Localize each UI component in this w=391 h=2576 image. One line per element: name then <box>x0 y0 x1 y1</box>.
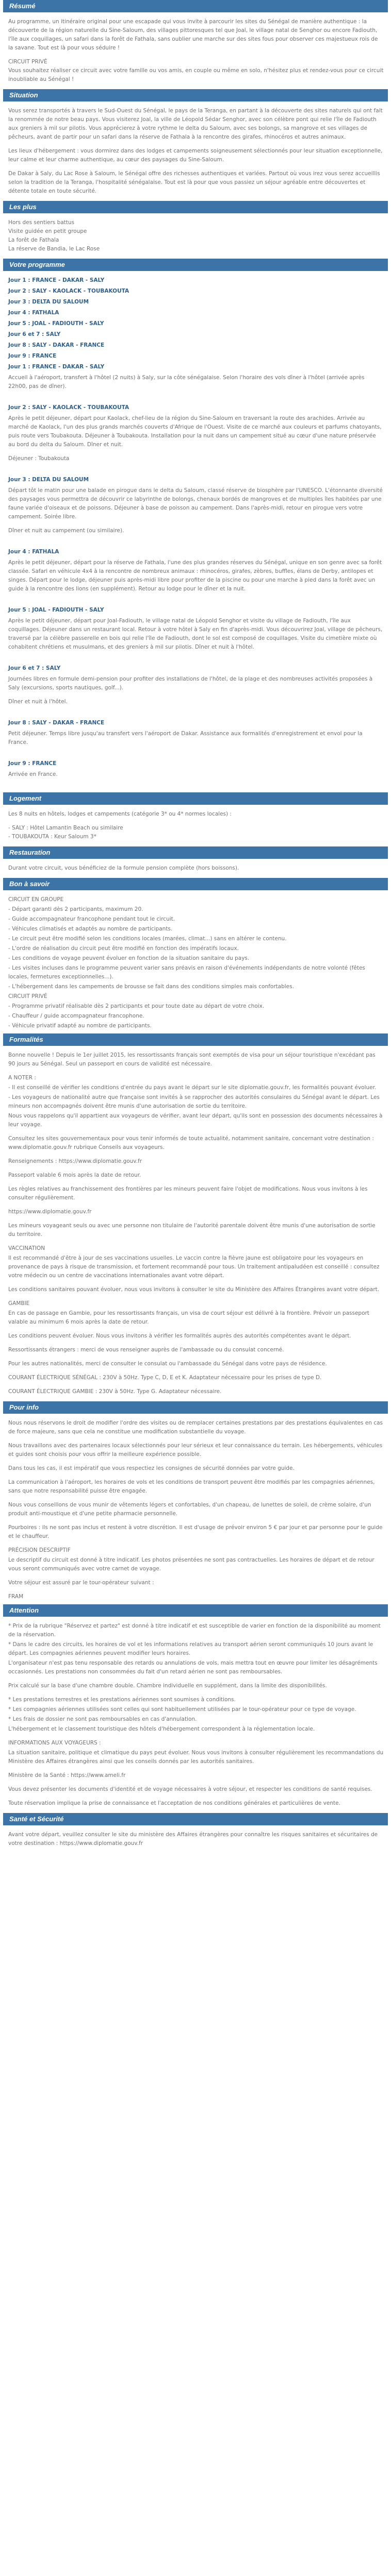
pourinfo-section <box>3 1401 388 1601</box>
day-heading: Jour 2 : SALY - KAOLACK - TOUBAKOUTA <box>8 404 129 411</box>
bon-section <box>3 878 388 1030</box>
formalites-paragraph: VACCINATION <box>8 1245 45 1251</box>
bon-paragraph: - Guide accompagnateur francophone pendant tout le circuit. <box>8 916 175 922</box>
pourinfo-body <box>3 1419 388 1601</box>
situation-paragraph: Les lieux d'hébergement : vous dormirez dans des lodges et campements soigneusement sélectionnés pour leur situation exceptionnelle, leur calme et leur charme authentique, au cœur des paysages du Sine-Saloum. <box>8 148 383 163</box>
sante-header: Santé et Sécurité <box>3 1813 388 1825</box>
formalites-paragraph: - Il est conseillé de vérifier les conditions d'entrée du pays avant le départ sur le site diplomatie.gouv.fr, les formalités pouvant évoluer. <box>8 1084 377 1091</box>
bon-paragraph: - L'hébergement dans les campements de brousse se fait dans des conditions simples mais confortables. <box>8 984 294 990</box>
attention-paragraph: * Dans le cadre des circuits, les horaires de vol et les informations relatives au transport aérien seront communiqués 10 jours avant le départ. Les compagnies aériennes peuvent modifier leurs horaires. <box>8 1641 373 1656</box>
pourinfo-header: Pour info <box>3 1401 388 1414</box>
attention-paragraph: INFORMATIONS AUX VOYAGEURS : <box>8 1740 101 1746</box>
pourinfo-paragraph: PRÉCISION DESCRIPTIF <box>8 1547 71 1553</box>
pourinfo-paragraph: La communication à l'aéroport, les horaires de vols et les conditions de transport peuvent être modifiés par les compagnies aériennes, sans que notre responsabilité puisse être engagée. <box>8 1479 375 1494</box>
situation-paragraph: Vous serez transportés à travers le Sud-Ouest du Sénégal, le pays de la Teranga, en partant à la découverte des sites naturels qui ont fait la renommée de notre beau pays. Vous visiterez Joal, la ville de Léopold Sédar Senghor, avec son célèbre pont qui relie l'île de Fadiouth aux greniers à mil sur pilotis. Vous apprécierez à votre rythme le delta du Saloum, avec ses bolongs, sa mangrove et ses villages de pêcheurs, avant de partir pour un safari dans la réserve de Fathala à la rencontre des girafes, rhinocéros et autres animaux. <box>8 108 383 140</box>
day-heading: Jour 4 : FATHALA <box>8 549 59 555</box>
plus-section <box>3 201 388 253</box>
programme-header: Votre programme <box>3 259 388 271</box>
attention-body <box>3 1622 388 1808</box>
formalites-paragraph: Les conditions sanitaires pouvant évoluer, nous vous invitons à consulter le site du Ministère des Affaires Étrangères avant votre départ. <box>8 1286 380 1293</box>
resume-section <box>3 0 388 84</box>
day-heading: Jour 9 : FRANCE <box>8 353 57 359</box>
day-heading: Jour 3 : DELTA DU SALOUM <box>8 477 89 483</box>
day-heading: Jour 5 : JOAL - FADIOUTH - SALY <box>8 607 104 613</box>
formalites-paragraph: Bonne nouvelle ! Depuis le 1er juillet 2015, les ressortissants français sont exemptés de visa pour un séjour touristique n'excédant pas 90 jours au Sénégal. Seul un passeport en cours de validité est nécessaire. <box>8 1052 376 1067</box>
formalites-paragraph: Il est recommandé d'être à jour de ses vaccinations usuelles. Le vaccin contre la fièvre jaune est obligatoire pour les voyageurs en provenance de pays à risque de transmission, et fortement recommandé pour tous. Un traitement antipaludéen est conseillé : consultez votre médecin ou un centre de vaccinations internationales avant votre départ. <box>8 1255 380 1279</box>
formalites-paragraph: - Les voyageurs de nationalité autre que française sont invités à se rapprocher des autorités consulaires du Sénégal avant le départ. Les mineurs non accompagnés doivent être munis d'une autorisation de sortie du territoire. <box>8 1094 380 1109</box>
day-heading: Jour 3 : DELTA DU SALOUM <box>8 299 89 305</box>
attention-paragraph: * Les compagnies aériennes utilisées sont celles qui sont habituellement utilisées par le tour-opérateur pour ce type de voyage. <box>8 1706 356 1713</box>
day-heading: Jour 4 : FATHALA <box>8 310 59 316</box>
formalites-paragraph: Renseignements : https://www.diplomatie.gouv.fr <box>8 1158 142 1164</box>
resume-paragraph: Au programme, un itinéraire original pour une escapade qui vous invite à parcourir les sites du Sénégal de manière authentique : la découverte de la région naturelle du Sine-Saloum, des villages pittoresques tel que Joal, le village natal de Senghor ou encore Fadiouth, l'île aux coquillages, un safari dans la forêt de Fathala, sans oublier une marche sur des sites fous pour observer ces majestueux rois de la savane. Tout est là pour vous séduire ! <box>8 19 378 51</box>
bon-paragraph: - Programme privatif réalisable dès 2 participants et pour toute date au départ de votre choix. <box>8 1003 265 1009</box>
plus-header: Les plus <box>3 201 388 213</box>
attention-paragraph: Prix calculé sur la base d'une chambre double. Chambre individuelle en supplément, dans la limite des disponibilités. <box>8 1683 327 1689</box>
attention-paragraph: Toute réservation implique la prise de connaissance et l'acceptation de nos conditions générales et particulières de vente. <box>8 1800 340 1806</box>
formalites-paragraph: Ressortissants étrangers : merci de vous renseigner auprès de l'ambassade ou du consulat concerné. <box>8 1347 284 1353</box>
day-heading: Jour 6 et 7 : SALY <box>8 665 61 671</box>
bon-paragraph: - Véhicule privatif adapté au nombre de participants. <box>8 1023 152 1029</box>
resume-paragraph: CIRCUIT PRIVÉ <box>8 59 47 65</box>
formalites-paragraph: Les mineurs voyageant seuls ou avec une personne non titulaire de l'autorité parentale doivent être munis d'une autorisation de sortie du territoire. <box>8 1223 376 1238</box>
day-text <box>8 752 384 757</box>
day-text <box>8 657 384 662</box>
bon-body <box>3 895 388 1030</box>
day-heading: Jour 2 : SALY - KAOLACK - TOUBAKOUTA <box>8 288 129 294</box>
plus-item: Visite guidée en petit groupe <box>8 228 87 234</box>
attention-header: Attention <box>3 1604 388 1617</box>
attention-paragraph: L'hébergement et le classement touristique des hôtels d'hébergement correspondent à la réglementation locale. <box>8 1726 315 1732</box>
attention-paragraph: Ministère de la Santé : https://www.ameli.fr <box>8 1772 126 1778</box>
resume-paragraph: Vous souhaitez réaliser ce circuit avec votre famille ou vos amis, en couple ou même en solo, n'hésitez plus et rendez-vous pour ce circuit inoubliable au Sénégal ! <box>8 67 384 82</box>
day-text: Après le petit déjeuner, départ pour la réserve de Fathala, l'une des plus grandes réserves du Sénégal, unique en son genre avec sa forêt classée. Safari en véhicule 4x4 à la rencontre de nombreux animaux : rhinocéros, girafes, zèbres, buffles, élans de Derby, antilopes et singes. Départ pour le lodge, déjeuner puis après-midi libre pour profiter de la piscine ou pour une marche à pied dans la forêt avec un guide à la rencontre des lions (en supplément). Retour au lodge pour le dîner et la nuit. <box>8 560 382 592</box>
day-text: Arrivée en France. <box>8 771 58 777</box>
bon-paragraph: CIRCUIT PRIVÉ <box>8 993 47 999</box>
logement-header: Logement <box>3 792 388 805</box>
attention-paragraph: * Les frais de dossier ne sont pas remboursables en cas d'annulation. <box>8 1716 197 1722</box>
pourinfo-paragraph: Pourboires : ils ne sont pas inclus et restent à votre discrétion. Il est d'usage de prévoir environ 5 € par jour et par personne pour le guide et le chauffeur. <box>8 1524 383 1539</box>
attention-paragraph: L'organisateur n'est pas tenu responsable des retards ou annulations de vols, mais mettra tout en œuvre pour limiter les désagréments occasionnés. Les prestations non consommées du fait d'un retard aérien ne sont pas remboursables. <box>8 1660 378 1675</box>
formalites-section <box>3 1033 388 1396</box>
bon-paragraph: - Départ garanti dès 2 participants, maximum 20. <box>8 906 143 912</box>
bon-paragraph: - Chauffeur / guide accompagnateur francophone. <box>8 1013 144 1019</box>
situation-section <box>3 89 388 196</box>
logement-item: - TOUBAKOUTA : Keur Saloum 3* <box>8 834 96 840</box>
attention-paragraph: * Prix de la rubrique "Réservez et partez" est donné à titre indicatif et est susceptible de varier en fonction de la disponibilité au moment de la réservation. <box>8 1623 381 1638</box>
bon-paragraph: - L'ordre de réalisation du circuit peut être modifié en fonction des impératifs locaux. <box>8 945 239 952</box>
resume-header: Résumé <box>3 0 388 12</box>
bon-paragraph: - Les conditions de voyage peuvent évoluer en fonction de la situation sanitaire du pays. <box>8 955 250 961</box>
formalites-paragraph: COURANT ÉLECTRIQUE GAMBIE : 230V à 50Hz. Type G. Adaptateur nécessaire. <box>8 1388 222 1395</box>
day-heading: Jour 8 : SALY - DAKAR - FRANCE <box>8 342 105 348</box>
bon-paragraph: CIRCUIT EN GROUPE <box>8 896 64 903</box>
attention-paragraph: * Les prestations terrestres et les prestations aériennes sont soumises à conditions. <box>8 1697 236 1703</box>
sante-section <box>3 1813 388 1848</box>
day-text: Accueil à l'aéroport, transfert à l'hôtel (2 nuits) à Saly, sur la côte sénégalaise. Selon l'horaire des vols dîner à l'hôtel (arrivée après 22h00, pas de dîner). <box>8 375 365 389</box>
day-heading: Jour 8 : SALY - DAKAR - FRANCE <box>8 720 105 726</box>
pourinfo-paragraph: Nous nous réservons le droit de modifier l'ordre des visites ou de remplacer certaines prestations par des prestations équivalentes en cas de force majeure, sans que cela ne constitue une modification substantielle du voyage. <box>8 1420 383 1435</box>
pourinfo-paragraph: Le descriptif du circuit est donné à titre indicatif. Les photos présentées ne sont pas contractuelles. Les horaires de départ et de retour vous seront communiqués avec votre carnet de voyage. <box>8 1557 374 1572</box>
attention-section <box>3 1604 388 1808</box>
bon-paragraph: - Véhicules climatisés et adaptés au nombre de participants. <box>8 926 173 932</box>
formalites-body <box>3 1051 388 1396</box>
pourinfo-paragraph: Votre séjour est assuré par le tour-opérateur suivant : <box>8 1580 154 1586</box>
formalites-paragraph: En cas de passage en Gambie, pour les ressortissants français, un visa de court séjour est délivré à la frontière. Prévoir un passeport valable au minimum 6 mois après la date de retour. <box>8 1310 369 1325</box>
formalites-paragraph: Pour les autres nationalités, merci de consulter le consulat ou l'ambassade du Sénégal dans votre pays de résidence. <box>8 1361 327 1367</box>
plus-item: La réserve de Bandia, le Lac Rose <box>8 246 100 252</box>
restauration-section <box>3 846 388 873</box>
logement-section <box>3 792 388 841</box>
plus-item: Hors des sentiers battus <box>8 219 75 226</box>
attention-paragraph: Vous devez présenter les documents d'identité et de voyage nécessaires à votre séjour, et respecter les conditions de santé requises. <box>8 1786 372 1792</box>
bon-paragraph: - Le circuit peut être modifié selon les conditions locales (marées, climat...) sans en altérer le contenu. <box>8 936 287 942</box>
sante-text: Avant votre départ, veuillez consulter le site du ministère des Affaires étrangères pour connaître les risques sanitaires et sécuritaires de votre destination : https://www.diplomatie.gouv.fr <box>8 1832 378 1846</box>
programme-body <box>3 276 388 789</box>
pourinfo-paragraph: FRAM <box>8 1594 24 1600</box>
day-text <box>8 540 384 546</box>
restauration-header: Restauration <box>3 846 388 859</box>
formalites-paragraph: GAMBIE <box>8 1300 30 1307</box>
day-text: Après le petit déjeuner, départ pour Joal-Fadiouth, le village natal de Léopold Senghor et visite du village de Fadiouth, l'île aux coquillages. Déjeuner dans un restaurant local. Retour à votre hôtel à Saly en fin d'après-midi. Vous découvrirez Joal, village de pêcheurs, traversé par la célèbre passerelle en bois qui relie l'île de Fadiouth, dont le sol est composé de coquillages. Visite du cimetière mixte où cohabitent chrétiens et musulmans, et des greniers à mil sur pilotis. Dîner et nuit à l'hôtel. <box>8 618 383 650</box>
day-text: Petit déjeuner. Temps libre jusqu'au transfert vers l'aéroport de Dakar. Assistance aux formalités d'enregistrement et envol pour la France. <box>8 731 363 745</box>
formalites-paragraph: A NOTER : <box>8 1075 36 1081</box>
pourinfo-paragraph: Dans tous les cas, il est impératif que vous respectiez les consignes de sécurité données par votre guide. <box>8 1465 295 1471</box>
day-heading: Jour 6 et 7 : SALY <box>8 331 61 337</box>
formalites-paragraph: https://www.diplomatie.gouv.fr <box>8 1209 92 1215</box>
day-text <box>8 599 384 604</box>
day-text <box>8 396 384 401</box>
situation-paragraph: De Dakar à Saly, du Lac Rose à Saloum, le Sénégal offre des richesses authentiques et variées. Partout où vous irez vous serez accueillis selon la tradition de la Teranga, l'hospitalité sénégalaise. Tout est là pour que vous passiez un séjour agréable entre découvertes et détente totale en toute sécurité. <box>8 171 380 194</box>
day-text <box>8 711 384 717</box>
day-heading: Jour 9 : FRANCE <box>8 760 57 767</box>
formalites-paragraph: COURANT ÉLECTRIQUE SÉNÉGAL : 230V à 50Hz. Type C, D, E et K. Adaptateur nécessaire pour les prises de type D. <box>8 1375 322 1381</box>
situation-header: Situation <box>3 89 388 101</box>
logement-item: - SALY : Hôtel Lamantin Beach ou similaire <box>8 825 123 831</box>
day-text <box>8 784 384 789</box>
day-text: Dîner et nuit à l'hôtel. <box>8 699 68 705</box>
day-text: Journées libres en formule demi-pension pour profiter des installations de l'hôtel, de la plage et des nombreuses activités proposées à Saly (excursions, sports nautiques, golf...). <box>8 676 373 691</box>
formalites-paragraph: Les règles relatives au franchissement des frontières par les mineurs peuvent faire l'objet de modifications. Nous vous invitons à les consulter régulièrement. <box>8 1186 368 1201</box>
day-text: Départ tôt le matin pour une balade en pirogue dans le delta du Saloum, classé réserve de biosphère par l'UNESCO. L'étonnante diversité des paysages vous permettra de découvrir ce labyrinthe de bolongs, chenaux bordés de mangroves et de multiples îles habitées par une faune variée d'oiseaux et de poissons. Déjeuner à base de poisson au campement. Dans l'après-midi, retour en pirogue vers votre campement. Soirée libre. <box>8 487 383 520</box>
programme-section <box>3 259 388 789</box>
pourinfo-paragraph: Nous vous conseillons de vous munir de vêtements légers et confortables, d'un chapeau, de lunettes de soleil, de crème solaire, d'un produit anti-moustique et d'une petite pharmacie personnelle. <box>8 1502 371 1517</box>
attention-paragraph: La situation sanitaire, politique et climatique du pays peut évoluer. Nous vous invitons à consulter régulièrement les recommandations du Ministère des Affaires étrangères ainsi que les conseils donnés par les autorités sanitaires. <box>8 1750 384 1765</box>
bon-paragraph: - Les visites incluses dans le programme peuvent varier sans préavis en raison d'événements indépendants de notre volonté (fêtes locales, fermetures exceptionnelles...). <box>8 965 365 980</box>
formalites-header: Formalités <box>3 1033 388 1046</box>
day-text: Déjeuner : Toubakouta <box>8 455 70 462</box>
formalites-paragraph: Consultez les sites gouvernementaux pour vous tenir informés de toute actualité, notamment sanitaire, concernant votre destination : www.diplomatie.gouv.fr rubrique Conseils aux voyageurs. <box>8 1136 374 1150</box>
plus-item: La forêt de Fathala <box>8 237 59 243</box>
pourinfo-paragraph: Nous travaillons avec des partenaires locaux sélectionnés pour leur sérieux et leur connaissance du terrain. Les hébergements, véhicules et guides sont choisis pour vous offrir la meilleure expérience possible. <box>8 1443 383 1458</box>
day-heading: Jour 1 : FRANCE - DAKAR - SALY <box>8 364 105 370</box>
day-text: Dîner et nuit au campement (ou similaire). <box>8 528 124 534</box>
restauration-text: Durant votre circuit, vous bénéficiez de la formule pension complète (hors boissons). <box>8 865 239 871</box>
formalites-paragraph: Les conditions peuvent évoluer. Nous vous invitons à vérifier les formalités auprès des autorités compétentes avant le départ. <box>8 1333 351 1339</box>
formalites-paragraph: Passeport valable 6 mois après la date de retour. <box>8 1172 141 1178</box>
formalites-paragraph: Nous vous rappelons qu'il appartient aux voyageurs de vérifier, avant leur départ, qu'ils sont en possession des documents nécessaires à leur voyage. <box>8 1113 383 1128</box>
bon-header: Bon à savoir <box>3 878 388 890</box>
day-heading: Jour 5 : JOAL - FADIOUTH - SALY <box>8 320 104 327</box>
day-text <box>8 468 384 473</box>
day-heading: Jour 1 : FRANCE - DAKAR - SALY <box>8 277 105 283</box>
logement-intro: Les 8 nuits en hôtels, lodges et campements (catégorie 3* ou 4* normes locales) : <box>8 811 232 817</box>
day-text: Après le petit déjeuner, départ pour Kaolack, chef-lieu de la région du Sine-Saloum en traversant la route des arachides. Arrivée au marché de Kaolack, l'un des plus grands marchés couverts d'Afrique de l'Ouest. Visite de ce marché aux couleurs et parfums chatoyants, puis route vers Toubakouta. Déjeuner à Toubakouta. Installation pour la nuit dans un campement situé au cœur d'une nature préservée au bord du delta du Saloum. Dîner et nuit. <box>8 415 382 448</box>
